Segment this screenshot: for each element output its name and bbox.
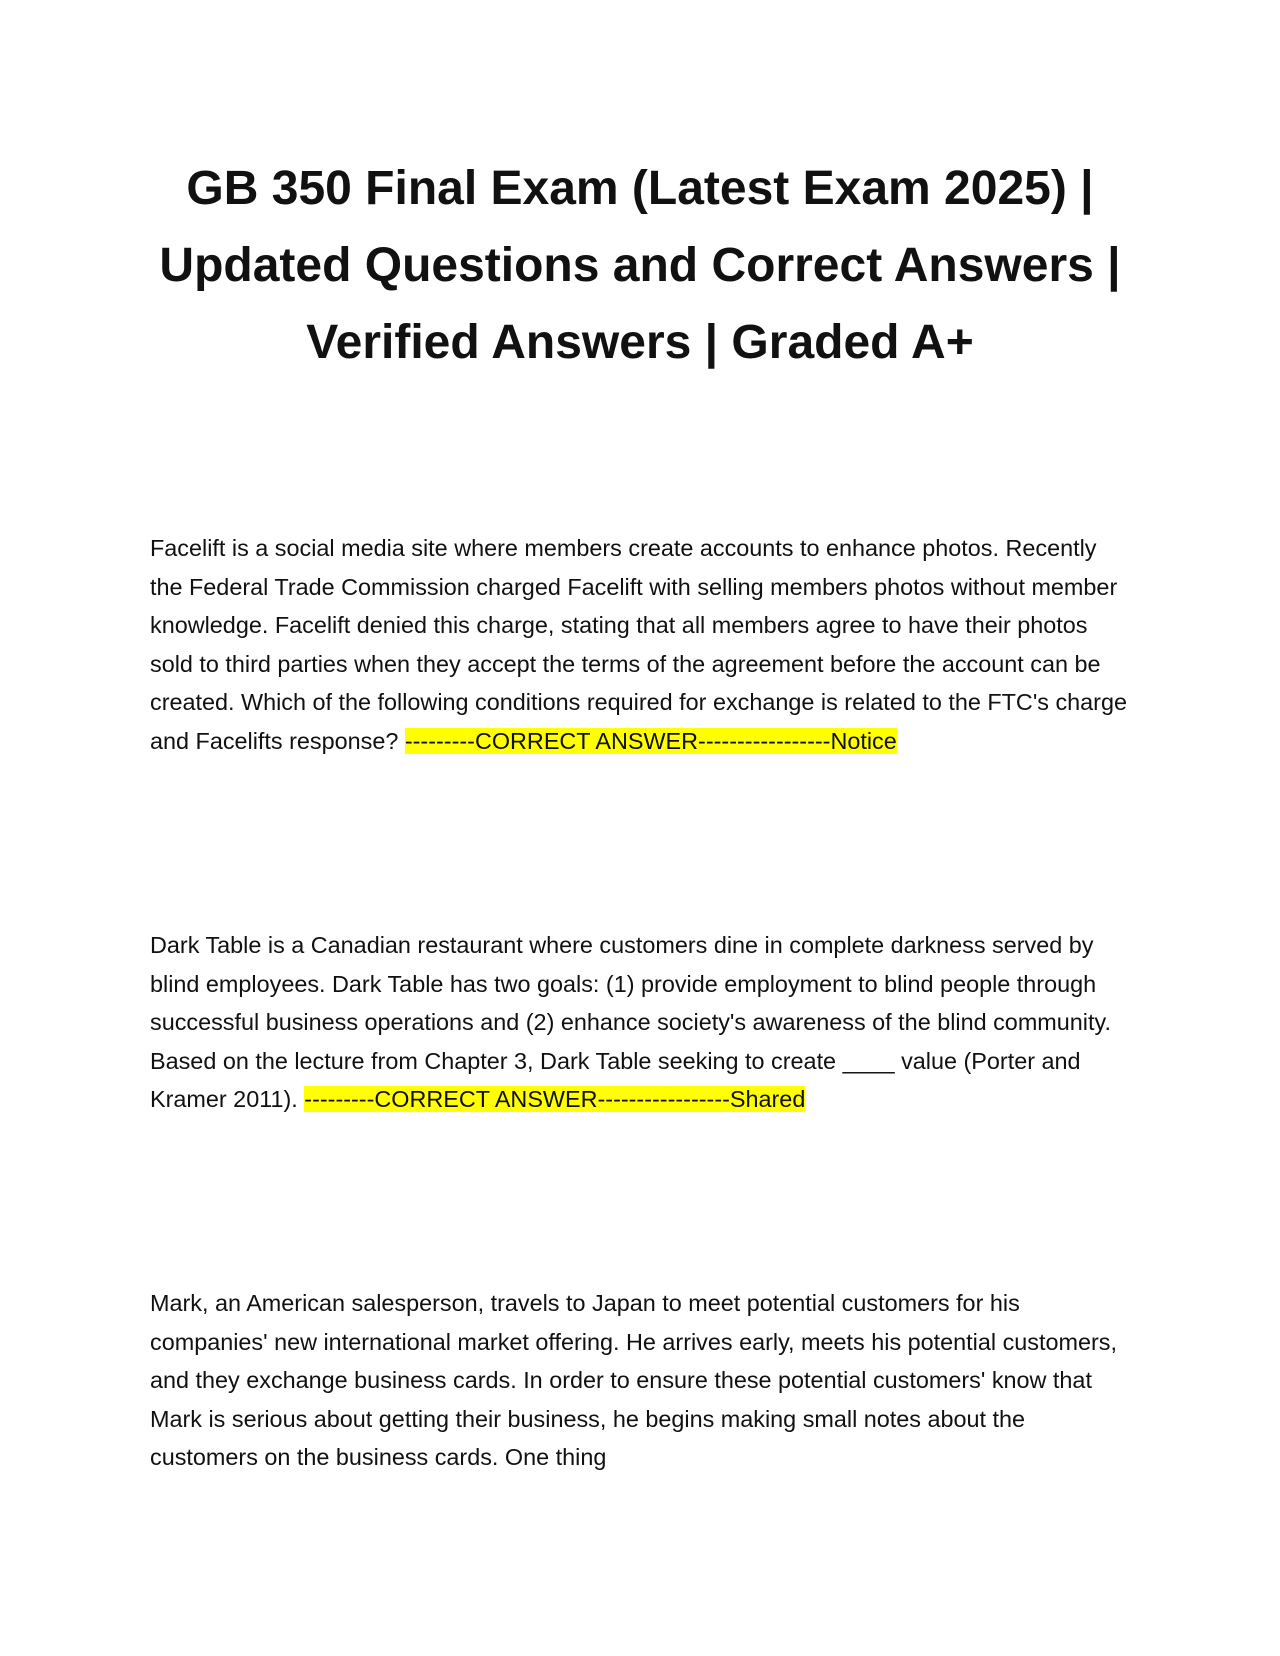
correct-answer-highlight: ---------CORRECT ANSWER-----------------Notice [404,727,897,754]
question-text: Facelift is a social media site where members create accounts to enhance photos. Recently the Federal Trade Commission charged Facelift with selling members photos without member knowledge. Facelift denied this charge, stating that all members agree to have their photos sold to third parties when they accept the terms of the agreement before the account can be created. Which of the following conditions required for exchange is related to the FTC's charge and Facelifts response? [150,535,1127,754]
question-block-1 [150,529,1130,760]
question-block-3 [150,1284,1130,1477]
document-title: GB 350 Final Exam (Latest Exam 2025) | Updated Questions and Correct Answers | Verified Answers | Graded A+ [159,162,1121,369]
question-block-2 [150,926,1130,1119]
question-text: Dark Table is a Canadian restaurant where customers dine in complete darkness served by blind employees. Dark Table has two goals: (1) provide employment to blind people through successful business operations and (2) enhance society's awareness of the blind community. Based on the lecture from Chapter 3, Dark Table seeking to create ____ value (Porter and Kramer 2011). [150,932,1111,1112]
correct-answer-highlight: ---------CORRECT ANSWER-----------------Shared [304,1086,806,1112]
question-text: Mark, an American salesperson, travels to Japan to meet potential customers for his companies' new international market offering. He arrives early, meets his potential customers, and they exchange business cards. In order to ensure these potential customers' know that Mark is serious about getting their business, he begins making small notes about the customers on the business cards. One thing [150,1290,1117,1470]
